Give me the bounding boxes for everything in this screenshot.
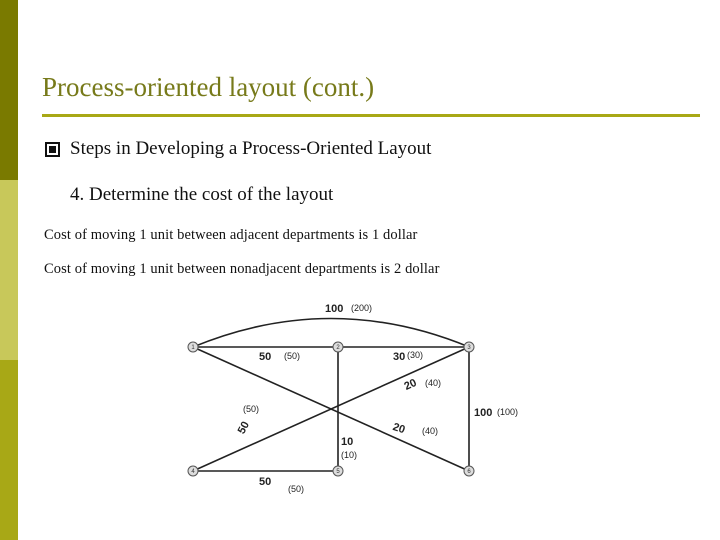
node-1 bbox=[188, 342, 198, 352]
edge-1-2-load: 50 bbox=[259, 351, 272, 363]
slide-title: Process-oriented layout (cont.) bbox=[42, 72, 375, 102]
edge-1-3 bbox=[193, 319, 469, 348]
node-3 bbox=[464, 342, 474, 352]
edge-3-4-load: 50 bbox=[235, 419, 252, 437]
note-nonadjacent-cost: Cost of moving 1 unit between nonadjacent departments is 2 dollar bbox=[44, 261, 440, 277]
edge-2-5-load: 10 bbox=[341, 436, 354, 448]
edge-2-3-cost: (30) bbox=[407, 350, 424, 360]
edge-2-5-cost: (10) bbox=[341, 450, 358, 460]
note-adjacent-cost: Cost of moving 1 unit between adjacent departments is 1 dollar bbox=[44, 227, 418, 243]
edge-4-5-load: 50 bbox=[259, 476, 272, 488]
edge-3-4-cost: (50) bbox=[243, 404, 260, 414]
node-2-label: 2 bbox=[336, 345, 340, 351]
edge-2-4-cost: (40) bbox=[425, 378, 442, 388]
edge-4-5-cost: (50) bbox=[288, 484, 305, 494]
node-1-label: 1 bbox=[191, 345, 195, 351]
edge-2-4-load: 20 bbox=[402, 376, 419, 393]
edge-2-3-load: 30 bbox=[393, 351, 406, 363]
edge-1-6-cost: (40) bbox=[422, 426, 439, 436]
step-text: 4. Determine the cost of the layout bbox=[70, 184, 334, 205]
bullet-text: Steps in Developing a Process-Oriented Layout bbox=[70, 138, 432, 159]
edge-1-3-load: 100 bbox=[325, 303, 344, 315]
edge-1-3-cost: (200) bbox=[351, 303, 373, 313]
node-4 bbox=[188, 466, 198, 476]
node-4-label: 4 bbox=[191, 469, 195, 475]
edge-3-6-load: 100 bbox=[474, 407, 493, 419]
node-2 bbox=[333, 342, 343, 352]
node-5 bbox=[333, 466, 343, 476]
node-5-label: 5 bbox=[336, 469, 340, 475]
edge-3-6-cost: (100) bbox=[497, 407, 519, 417]
node-6 bbox=[464, 466, 474, 476]
node-3-label: 3 bbox=[467, 345, 471, 351]
edge-1-2-cost: (50) bbox=[284, 351, 301, 361]
edge-1-6-load: 20 bbox=[391, 421, 407, 437]
node-6-label: 6 bbox=[467, 469, 471, 475]
